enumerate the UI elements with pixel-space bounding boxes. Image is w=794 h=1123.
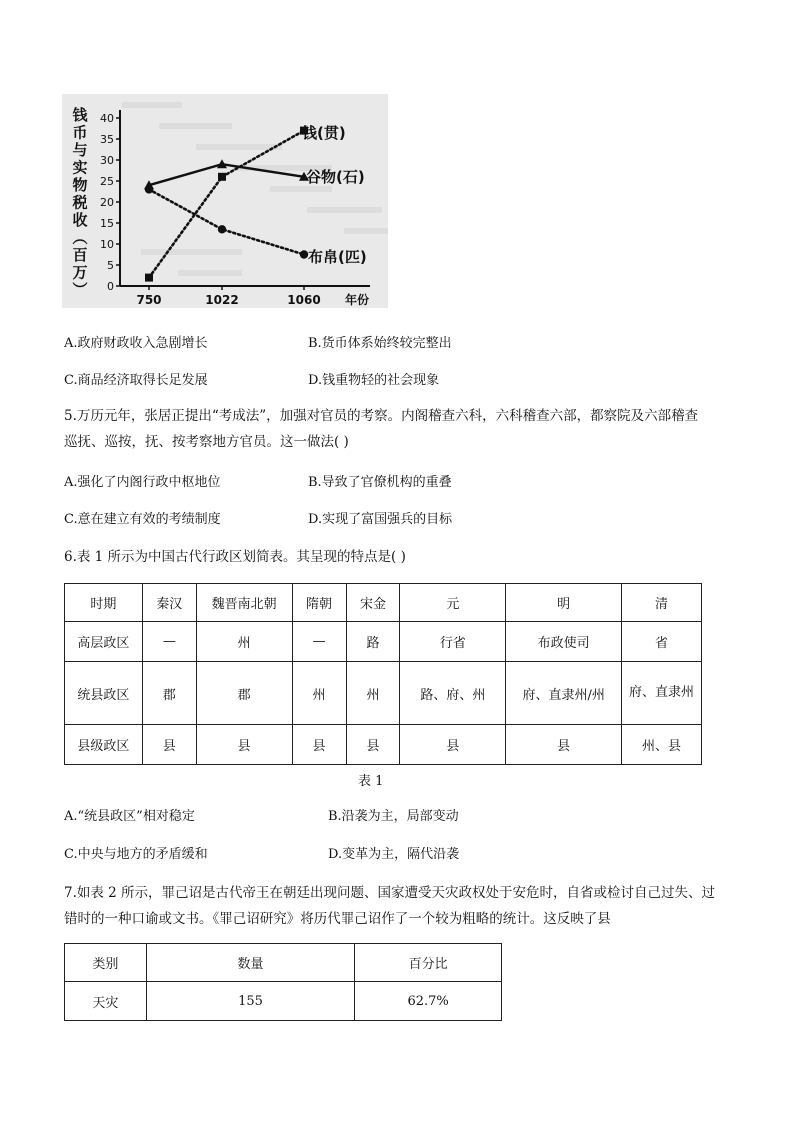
q5-option-c[interactable]: C.意在建立有效的考绩制度 xyxy=(64,512,221,527)
table-cell: — xyxy=(292,622,346,662)
table-header-cell: 元 xyxy=(400,584,506,622)
bleed-through-mark xyxy=(122,102,182,108)
x-tick-label: 1060 xyxy=(287,293,321,307)
table-cell: 县 xyxy=(506,725,622,765)
table-cell: 郡 xyxy=(196,662,292,725)
table-row xyxy=(65,622,702,662)
tax-line-chart xyxy=(62,94,388,308)
bleed-through-mark xyxy=(141,249,242,255)
edict-stats-table xyxy=(64,943,502,1021)
q5-option-a[interactable]: A.强化了内阁行政中枢地位 xyxy=(64,475,221,490)
table-header-cell: 魏晋南北朝 xyxy=(196,584,292,622)
q7-stem-line1: 7.如表 2 所示，罪己诏是古代帝王在朝廷出现问题、国家遭受天灾政权处于安危时，自省或检讨自己过失、过 xyxy=(64,885,716,901)
y-axis-label-char: 万 xyxy=(72,263,88,282)
bleed-through-mark xyxy=(270,186,332,192)
bleed-through-mark xyxy=(196,144,282,150)
data-point-circle xyxy=(218,225,226,233)
q5-option-b[interactable]: B.导致了官僚机构的重叠 xyxy=(308,475,452,490)
table-cell: 县 xyxy=(142,725,196,765)
bleed-through-mark xyxy=(178,270,242,276)
y-axis-label-char: 与 xyxy=(72,141,88,159)
table-header-cell: 时期 xyxy=(65,584,143,622)
table-cell: 州 xyxy=(292,662,346,725)
table-header-row xyxy=(65,584,702,622)
x-tick-label: 750 xyxy=(136,293,162,307)
table-cell: 州、县 xyxy=(622,725,702,765)
y-tick-label: 40 xyxy=(100,112,114,125)
table-caption: 表 1 xyxy=(358,774,384,789)
table-cell: 郡 xyxy=(142,662,196,725)
series-label: 布帛(匹) xyxy=(308,248,367,266)
table-cell: 155 xyxy=(146,982,354,1021)
table-cell: 府、直隶州 xyxy=(622,662,702,725)
table-header-cell: 秦汉 xyxy=(142,584,196,622)
table-cell: 统县政区 xyxy=(65,662,143,725)
y-ticks xyxy=(100,112,120,293)
table-cell: 62.7% xyxy=(355,982,502,1021)
table-header-cell: 百分比 xyxy=(355,944,502,982)
q6-option-b[interactable]: B.沿袭为主，局部变动 xyxy=(328,809,459,824)
table-cell: 县 xyxy=(400,725,506,765)
y-axis-label-char: 币 xyxy=(72,123,88,142)
y-axis-label-char: 实 xyxy=(72,158,88,177)
table-cell: 州 xyxy=(346,662,400,725)
y-tick-label: 15 xyxy=(100,217,114,230)
x-axis-label: 年份 xyxy=(345,293,370,307)
admin-division-table xyxy=(64,583,702,765)
data-point-circle xyxy=(145,185,153,193)
table-cell: 府、直隶州/州 xyxy=(506,662,622,725)
y-axis-label-char: 百 xyxy=(72,246,88,264)
data-point-square xyxy=(145,274,153,282)
table-cell: 县 xyxy=(346,725,400,765)
q6-option-c[interactable]: C.中央与地方的矛盾缓和 xyxy=(64,847,208,862)
table-cell: 路 xyxy=(346,622,400,662)
y-tick-label: 25 xyxy=(100,175,114,188)
bleed-through-mark xyxy=(159,123,232,129)
table-header-cell: 类别 xyxy=(65,944,147,982)
table-header-cell: 明 xyxy=(506,584,622,622)
table-cell: 州 xyxy=(196,622,292,662)
series-line xyxy=(149,131,304,278)
y-tick-label: 35 xyxy=(100,133,114,146)
series-label: 谷物(石) xyxy=(306,168,365,186)
table-cell: 县 xyxy=(196,725,292,765)
x-ticks xyxy=(136,286,320,307)
table-cell: 行省 xyxy=(400,622,506,662)
y-tick-label: 10 xyxy=(100,238,114,251)
q4-option-b[interactable]: B.货币体系始终较完整出 xyxy=(308,336,452,351)
q5-option-d[interactable]: D.实现了富国强兵的目标 xyxy=(308,512,453,527)
table-header-cell: 数量 xyxy=(146,944,354,982)
y-tick-label: 20 xyxy=(100,196,114,209)
y-axis-label-char: 物 xyxy=(72,176,88,194)
q5-stem-line1: 5.万历元年，张居正提出“考成法”，加强对官员的考察。内阁稽查六科，六科稽查六部，都察院及六部稽查 xyxy=(64,408,699,424)
table-cell: 布政使司 xyxy=(506,622,622,662)
y-axis-label-char: 收 xyxy=(72,211,88,229)
series-label: 钱(贯) xyxy=(302,124,346,142)
data-point-circle xyxy=(300,250,308,258)
table-row xyxy=(65,662,702,725)
table-cell: 省 xyxy=(622,622,702,662)
table-row xyxy=(65,982,502,1021)
y-axis-label-char: 钱 xyxy=(72,106,88,124)
y-tick-label: 0 xyxy=(107,280,114,293)
table-header-cell: 宋金 xyxy=(346,584,400,622)
y-tick-label: 5 xyxy=(107,259,114,272)
q4-option-d[interactable]: D.钱重物轻的社会现象 xyxy=(308,373,440,388)
bleed-through-mark xyxy=(307,207,382,213)
data-point-square xyxy=(218,173,226,181)
bleed-through-mark xyxy=(344,228,388,234)
y-axis-label-char: 税 xyxy=(72,193,88,212)
table-cell: 路、府、州 xyxy=(400,662,506,725)
q4-option-a[interactable]: A.政府财政收入急剧增长 xyxy=(64,336,208,351)
table-cell: 县 xyxy=(292,725,346,765)
q4-option-c[interactable]: C.商品经济取得长足发展 xyxy=(64,373,208,388)
q5-stem-line2: 巡抚、巡按，抚、按考察地方官员。这一做法( ) xyxy=(64,434,349,450)
chart-svg xyxy=(62,94,388,308)
q7-stem-line2: 错时的一种口谕或文书。《罪己诏研究》将历代罪己诏作了一个较为粗略的统计。这反映了县 xyxy=(64,911,611,927)
table-cell: 天灾 xyxy=(65,982,147,1021)
table-row xyxy=(65,725,702,765)
table-header-row xyxy=(65,944,502,982)
table-header-cell: 隋朝 xyxy=(292,584,346,622)
table-header-cell: 清 xyxy=(622,584,702,622)
table-cell: 高层政区 xyxy=(65,622,143,662)
y-axis-label-char: ︵ xyxy=(72,228,88,247)
x-tick-label: 1022 xyxy=(205,293,239,307)
table-cell: — xyxy=(142,622,196,662)
y-axis-label-char: ︶ xyxy=(72,281,88,299)
q6-option-a[interactable]: A.“统县政区”相对稳定 xyxy=(64,809,195,824)
q6-stem: 6.表 1 所示为中国古代行政区划简表。其呈现的特点是( ) xyxy=(64,549,406,565)
y-tick-label: 30 xyxy=(100,154,114,167)
table-cell: 县级政区 xyxy=(65,725,143,765)
q6-option-d[interactable]: D.变革为主，隔代沿袭 xyxy=(328,847,460,862)
chart-labels xyxy=(71,106,369,307)
